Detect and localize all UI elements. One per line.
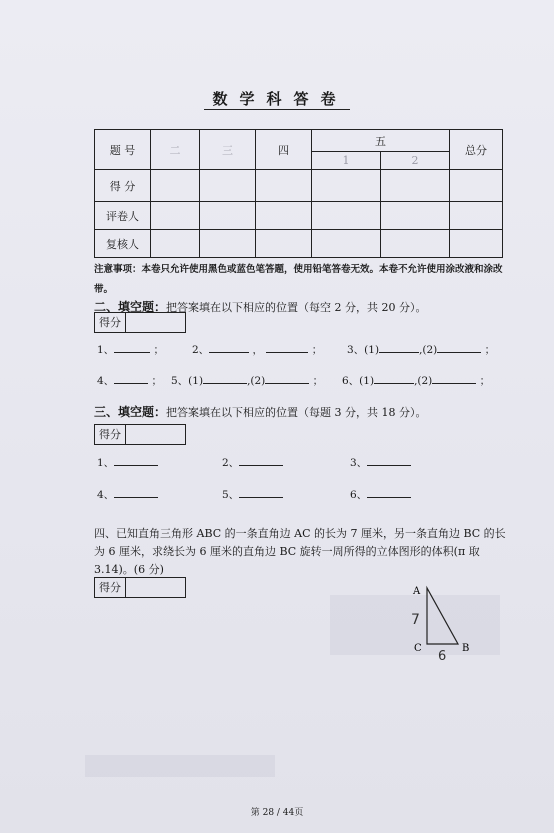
s3-q4: 4、: [97, 487, 158, 502]
answer-blank[interactable]: [203, 373, 247, 384]
s2-q4: 4、 ；: [97, 375, 163, 387]
vertex-c-label: C: [414, 643, 422, 654]
s2-q5: 5、(1) ,(2) ；: [171, 375, 324, 387]
vertex-b-label: B: [462, 643, 470, 654]
answer-blank[interactable]: [367, 487, 411, 498]
header-section-5: 五: [312, 130, 450, 152]
header-section-5-1: 1: [312, 152, 381, 170]
s2-q3: 3、(1) ,(2) ；: [347, 344, 496, 356]
answer-blank[interactable]: [114, 342, 150, 353]
answer-blank[interactable]: [374, 373, 414, 384]
handwritten-ac-length: 7: [411, 612, 420, 628]
section-4-question: 四、已知直角三角形 ABC 的一条直角边 AC 的长为 7 厘米，另一条直角边 BC 的长为 6 厘米，求绕长为 6 厘米的直角边 BC 旋转一周所得的立体图形的体积(π 取 3.14)。(6 分): [94, 527, 506, 576]
header-total: 总分: [450, 130, 503, 170]
answer-blank[interactable]: [239, 455, 283, 466]
s2-q1: 1、 ；: [97, 344, 165, 356]
handwritten-bc-length: 6: [438, 649, 447, 664]
header-section-3: 三: [200, 130, 256, 170]
answer-blank[interactable]: [432, 373, 476, 384]
answer-blank[interactable]: [114, 373, 148, 384]
s3-q5: 5、: [222, 487, 283, 502]
answer-blank[interactable]: [114, 455, 158, 466]
s3-q6: 6、: [350, 487, 411, 502]
s3-q3: 3、: [350, 455, 411, 470]
right-triangle-figure: [400, 580, 500, 665]
vertex-a-label: A: [413, 586, 421, 597]
header-question: 题 号: [95, 130, 151, 170]
answer-blank[interactable]: [266, 342, 308, 353]
answer-blank[interactable]: [367, 455, 411, 466]
triangle-abc: [427, 588, 458, 644]
answer-blank[interactable]: [209, 342, 249, 353]
score-box-label: 得分: [95, 578, 126, 597]
s2-q6: 6、(1) ,(2) ；: [342, 375, 491, 387]
answer-blank[interactable]: [437, 342, 481, 353]
section-2-heading: 二、填空题：把答案填在以下相应的位置（每空 2 分，共 20 分）。: [94, 300, 427, 314]
row-label-reviewer: 复核人: [95, 230, 151, 258]
s2-q2: 2、 ， ；: [192, 344, 323, 356]
section-3-score-box: [94, 424, 186, 445]
answer-blank[interactable]: [239, 487, 283, 498]
header-section-5-2: 2: [381, 152, 450, 170]
page-title: 数学科答卷: [0, 88, 554, 109]
answer-blank[interactable]: [265, 373, 309, 384]
s3-q1: 1、: [97, 455, 158, 470]
score-box-label: 得分: [95, 425, 126, 444]
row-label-grader: 评卷人: [95, 202, 151, 230]
answer-blank[interactable]: [114, 487, 158, 498]
page-number: 第 28 / 44页: [250, 808, 304, 818]
bleed-through: [85, 755, 275, 777]
score-box-label: 得分: [95, 313, 126, 332]
header-section-2: 二: [151, 130, 200, 170]
score-table: [94, 129, 503, 258]
row-label-score: 得 分: [95, 170, 151, 202]
section-2-score-box: [94, 312, 186, 333]
s3-q2: 2、: [222, 455, 283, 470]
answer-blank[interactable]: [379, 342, 419, 353]
header-section-4: 四: [256, 130, 312, 170]
section-3-heading: 三、填空题：把答案填在以下相应的位置（每题 3 分，共 18 分）。: [94, 405, 427, 419]
notice-text: 注意事项：本卷只允许使用黑色或蓝色笔答题，使用铅笔答卷无效。本卷不允许使用涂改液和涂改带。: [94, 264, 503, 295]
section-4-score-box: [94, 577, 186, 598]
